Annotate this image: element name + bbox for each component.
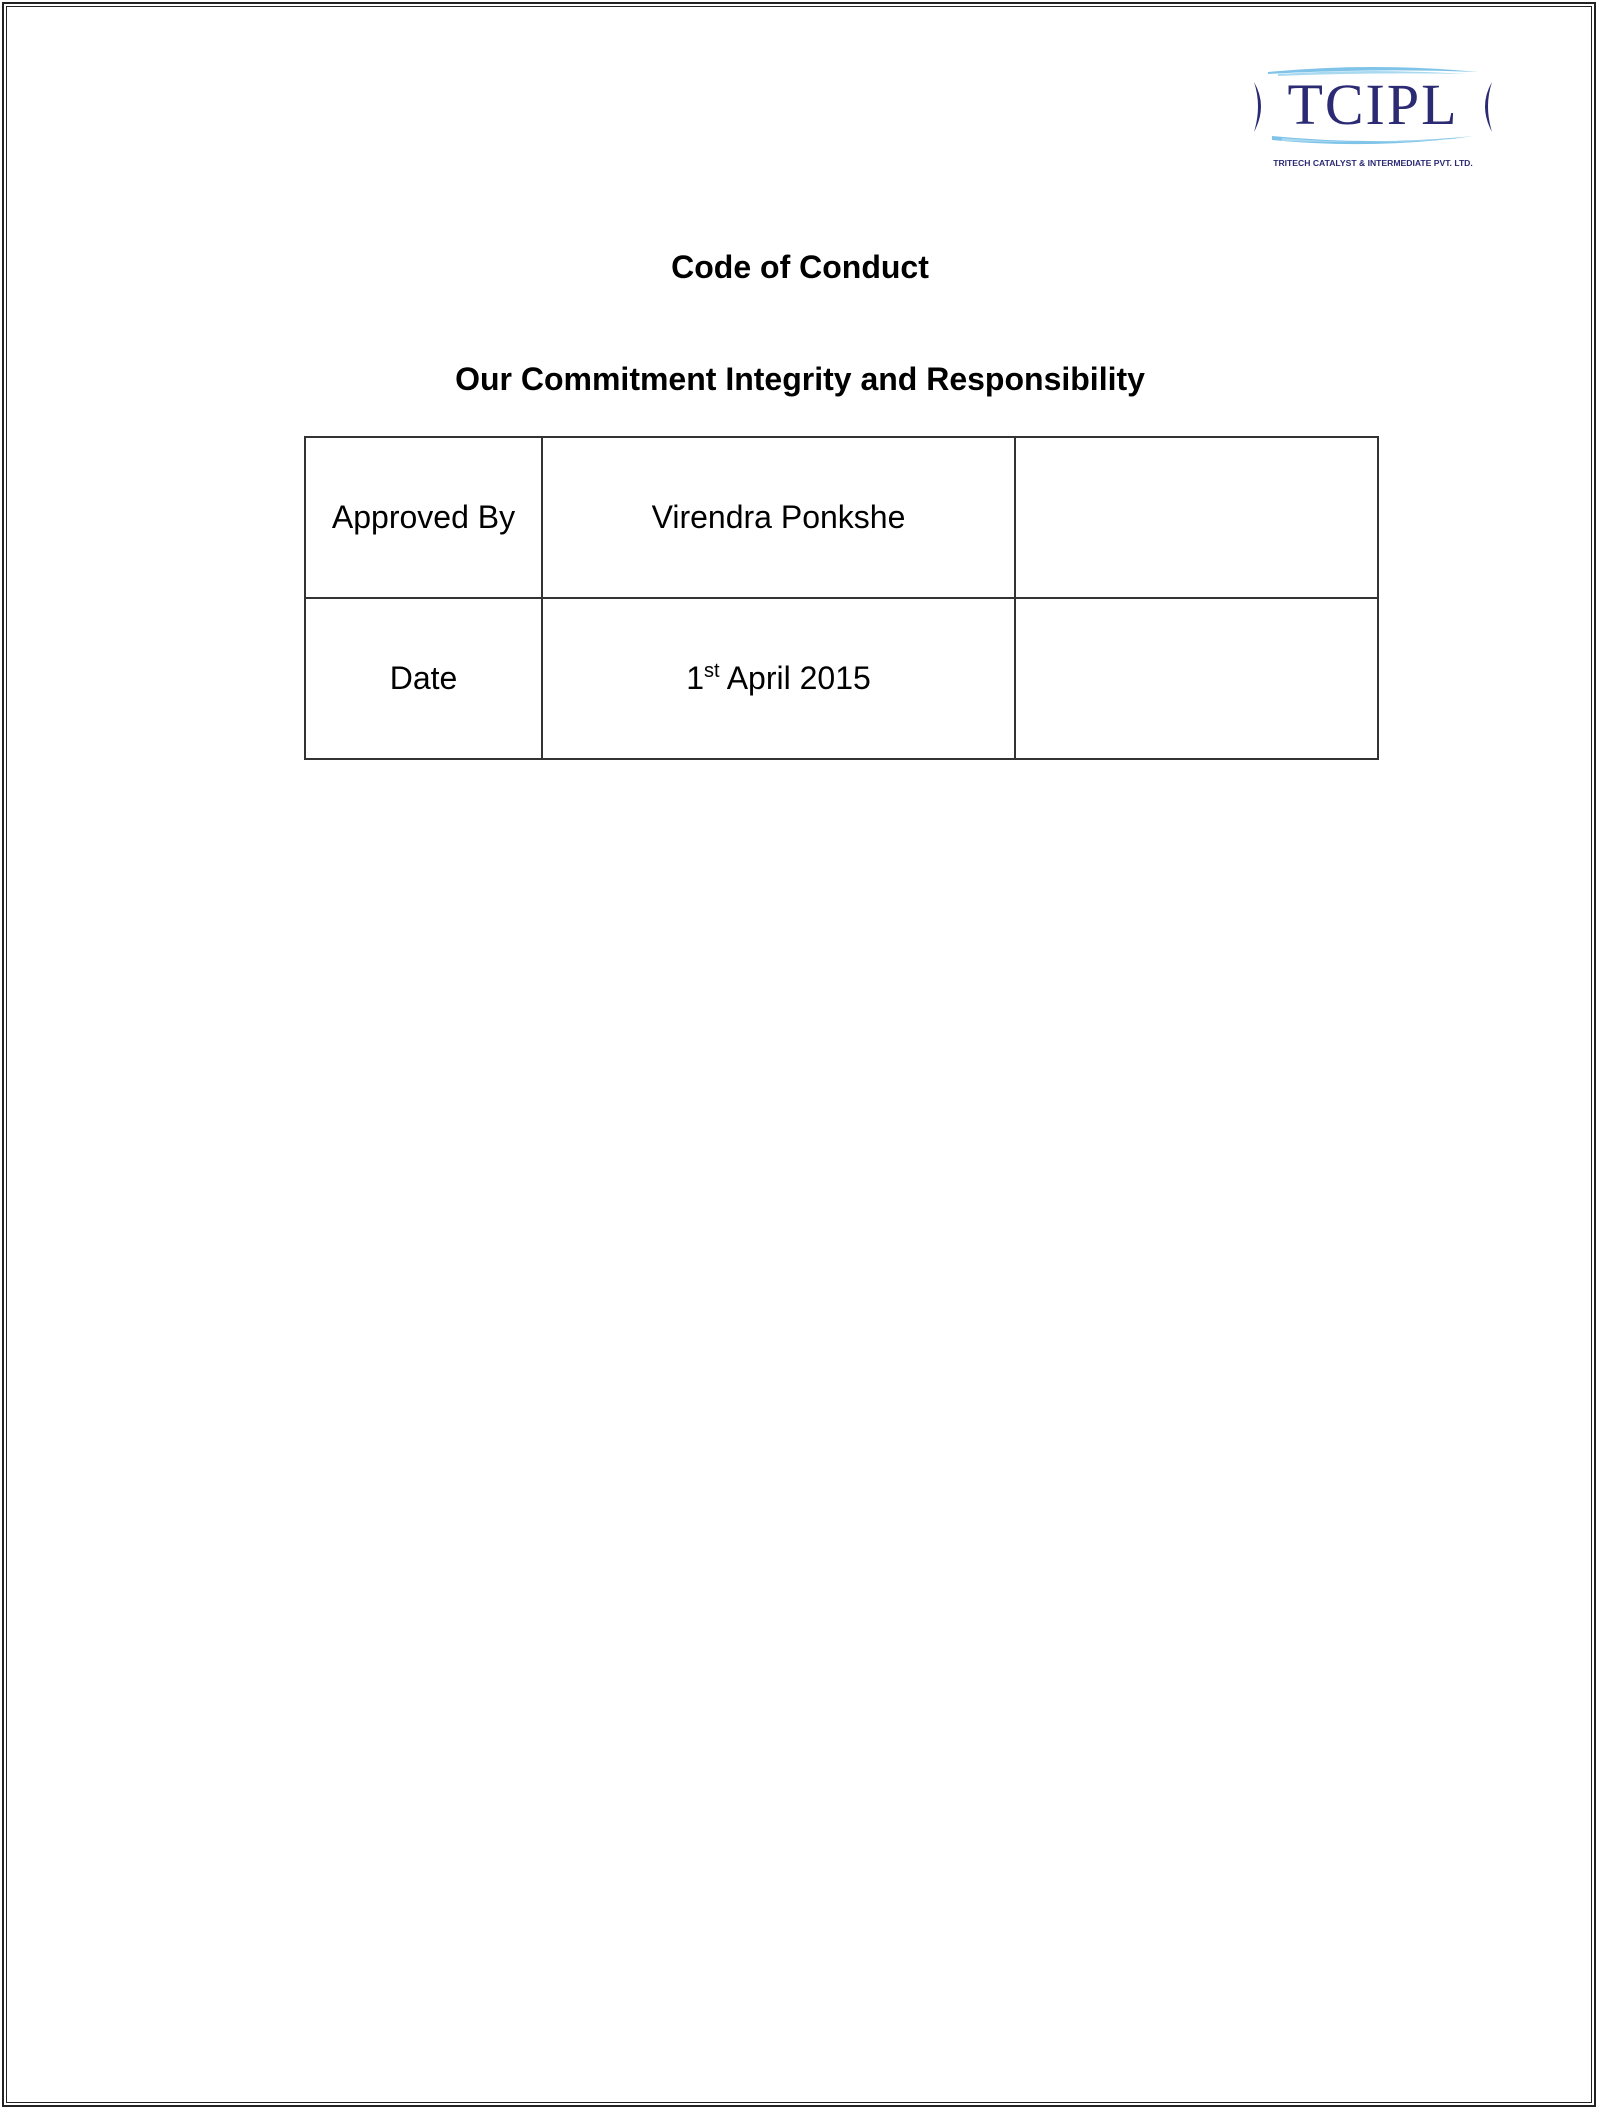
table-row (305, 598, 1378, 759)
approved-by-label: Approved By (305, 437, 542, 598)
table-row (305, 437, 1378, 598)
date-month-year: April 2015 (719, 660, 871, 696)
tcipl-logo-graphic (1248, 64, 1498, 174)
logo-wordmark: TCIPL (1287, 72, 1459, 137)
approved-by-signature-cell (1015, 437, 1378, 598)
approval-table (304, 436, 1379, 760)
date-day: 1 (686, 660, 704, 696)
logo-tagline: TRITECH CATALYST & INTERMEDIATE PVT. LTD. (1273, 158, 1473, 168)
page-border-inner (6, 6, 1592, 2103)
document-subtitle: Our Commitment Integrity and Responsibility (455, 361, 1145, 397)
approved-by-value: Virendra Ponkshe (542, 437, 1015, 598)
document-title: Code of Conduct (671, 249, 929, 285)
date-ordinal-suffix: st (704, 660, 720, 682)
date-label: Date (305, 598, 542, 759)
company-logo (1248, 64, 1498, 174)
date-value (542, 598, 1015, 759)
date-extra-cell (1015, 598, 1378, 759)
